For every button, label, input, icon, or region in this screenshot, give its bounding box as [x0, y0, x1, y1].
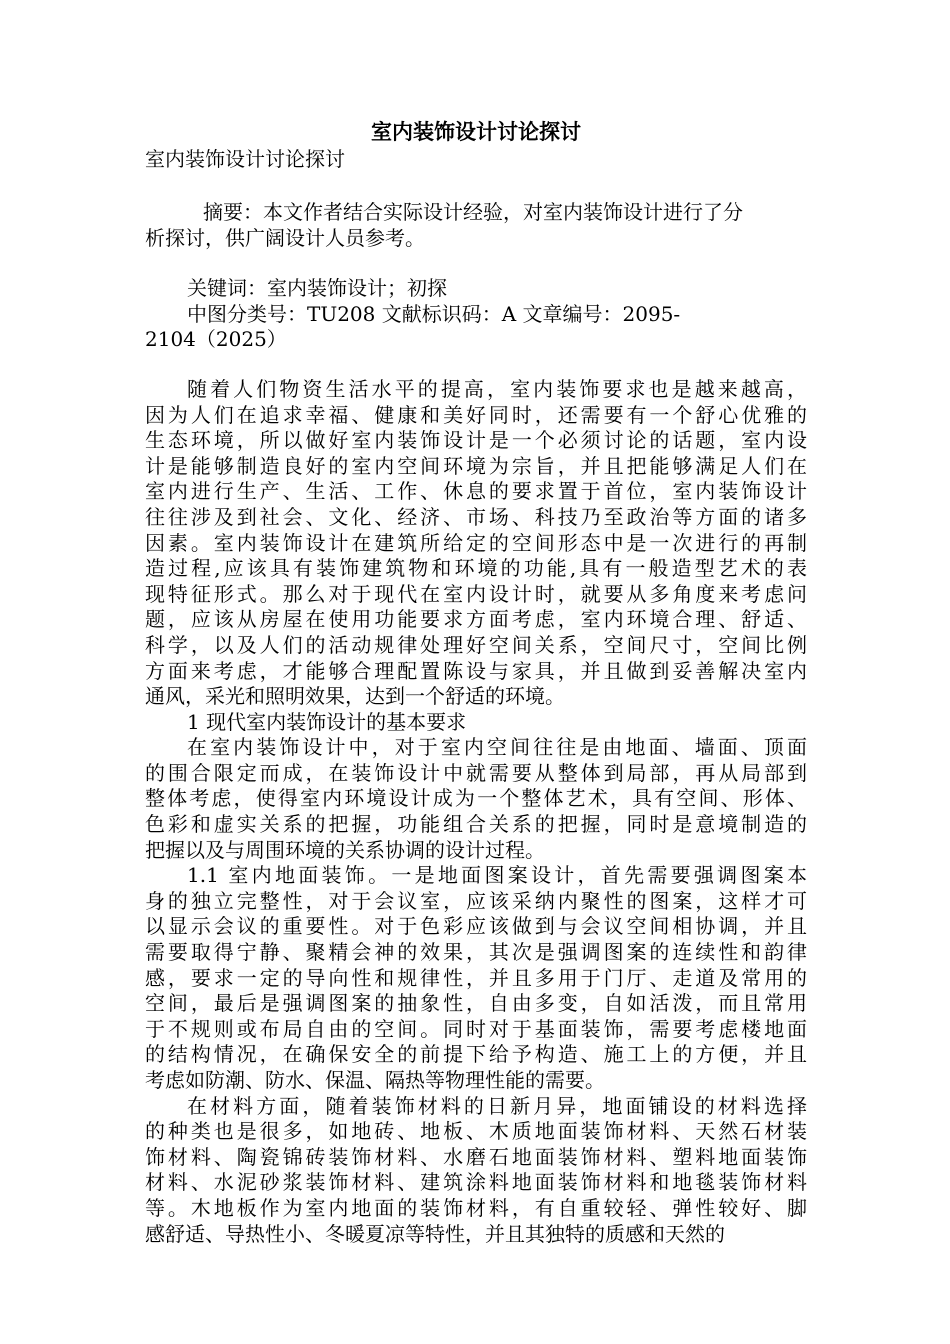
paragraph-line: 现特征形式。那么对于现代在室内设计时，就要从多角度来考虑问: [145, 581, 807, 606]
paragraph-line: 饰材料、陶瓷锦砖装饰材料、水磨石地面装饰材料、塑料地面装饰: [145, 1144, 807, 1169]
paragraph-line: 身的独立完整性，对于会议室，应该采纳内聚性的图案，这样才可: [145, 888, 807, 913]
paragraph-line: 考虑如防潮、防水、保温、隔热等物理性能的需要。: [145, 1068, 605, 1092]
paragraph-line: 的围合限定而成，在装饰设计中就需要从整体到局部，再从局部到: [145, 760, 807, 785]
paragraph-line: 科学，以及人们的活动规律处理好空间关系，空间尺寸，空间比例: [145, 632, 807, 657]
paragraph-line: 的种类也是很多，如地砖、地板、木质地面装饰材料、天然石材装: [145, 1119, 807, 1144]
paragraph-line: 计是能够制造良好的室内空间环境为宗旨，并且把能够满足人们在: [145, 453, 807, 478]
paragraph-line: 造过程,应该具有装饰建筑物和环境的功能,具有一般造型艺术的表: [145, 556, 807, 581]
paragraph-line: 感舒适、导热性小、冬暖夏凉等特性，并且其独特的质感和天然的: [145, 1221, 725, 1246]
body-text: [145, 377, 807, 1247]
paragraph-line: 随着人们物资生活水平的提高，室内装饰要求也是越来越高，: [187, 376, 807, 401]
spacer: [145, 172, 807, 200]
section-1-1-paragraph: [145, 863, 807, 1093]
paragraph-line: 生态环境，所以做好室内装饰设计是一个必须讨论的话题，室内设: [145, 428, 807, 453]
paragraph-line: 因为人们在追求幸福、健康和美好同时，还需要有一个舒心优雅的: [145, 402, 807, 427]
spacer: [145, 251, 807, 276]
abstract-line: 摘要：本文作者结合实际设计经验，对室内装饰设计进行了分: [203, 200, 743, 224]
paragraph-line: 因素。室内装饰设计在建筑所给定的空间形态中是一次进行的再制: [145, 530, 807, 555]
paragraph-line: 空间，最后是强调图案的抽象性，自由多变，自如活泼，而且常用: [145, 991, 807, 1016]
classification-line: 2104（2025）: [145, 327, 287, 352]
paragraph-line: 在材料方面，随着装饰材料的日新月异，地面铺设的材料选择: [187, 1093, 807, 1118]
paragraph-line: 室内进行生产、生活、工作、休息的要求置于首位，室内装饰设计: [145, 479, 807, 504]
document-title: 室内装饰设计讨论探讨: [371, 119, 581, 144]
intro-paragraph: [145, 377, 807, 710]
keywords: 关键词：室内装饰设计；初探: [187, 276, 447, 301]
classification-line: 中图分类号：TU208 文献标识码：A 文章编号：2095-: [187, 301, 681, 326]
classification: [145, 302, 807, 353]
paragraph-line: 1 现代室内装饰设计的基本要求: [187, 709, 467, 734]
abstract-line: 析探讨，供广阔设计人员参考。: [145, 225, 425, 250]
paragraph-line: 感，要求一定的导向性和规律性，并且多用于门厅、走道及常用的: [145, 965, 807, 990]
paragraph-line: 1.1 室内地面装饰。一是地面图案设计，首先需要强调图案本: [187, 863, 807, 888]
paragraph-line: 题，应该从房屋在使用功能要求方面考虑，室内环境合理、舒适、: [145, 607, 807, 632]
paragraph-line: 把握以及与周围环境的关系协调的设计过程。: [145, 837, 545, 862]
materials-paragraph: [145, 1094, 807, 1248]
document-page: [145, 118, 807, 1247]
paragraph-line: 的结构情况，在确保安全的前提下给予构造、施工上的方便，并且: [145, 1042, 807, 1067]
document-subtitle: 室内装饰设计讨论探讨: [145, 147, 345, 171]
section-1-heading: [145, 710, 807, 736]
spacer: [145, 353, 807, 377]
paragraph-line: 整体考虑，使得室内环境设计成为一个整体艺术，具有空间、形体、: [145, 786, 807, 811]
paragraph-line: 材料、水泥砂浆装饰材料、建筑涂料地面装饰材料和地毯装饰材料: [145, 1170, 807, 1195]
paragraph-line: 等。木地板作为室内地面的装饰材料，有自重较轻、弹性较好、脚: [145, 1195, 807, 1220]
paragraph-line: 于不规则或布局自由的空间。同时对于基面装饰，需要考虑楼地面: [145, 1016, 807, 1041]
section-1-paragraph: [145, 735, 807, 863]
paragraph-line: 通风，采光和照明效果，达到一个舒适的环境。: [145, 684, 565, 709]
paragraph-line: 在室内装饰设计中，对于室内空间往往是由地面、墙面、顶面: [187, 735, 807, 760]
paragraph-line: 需要取得宁静、聚精会神的效果，其次是强调图案的连续性和韵律: [145, 940, 807, 965]
paragraph-line: 以显示会议的重要性。对于色彩应该做到与会议空间相协调，并且: [145, 914, 807, 939]
paragraph-line: 往往涉及到社会、文化、经济、市场、科技乃至政治等方面的诸多: [145, 504, 807, 529]
paragraph-line: 方面来考虑，才能够合理配置陈设与家具，并且做到妥善解决室内: [145, 658, 807, 683]
abstract: [145, 200, 807, 251]
paragraph-line: 色彩和虚实关系的把握，功能组合关系的把握，同时是意境制造的: [145, 812, 807, 837]
